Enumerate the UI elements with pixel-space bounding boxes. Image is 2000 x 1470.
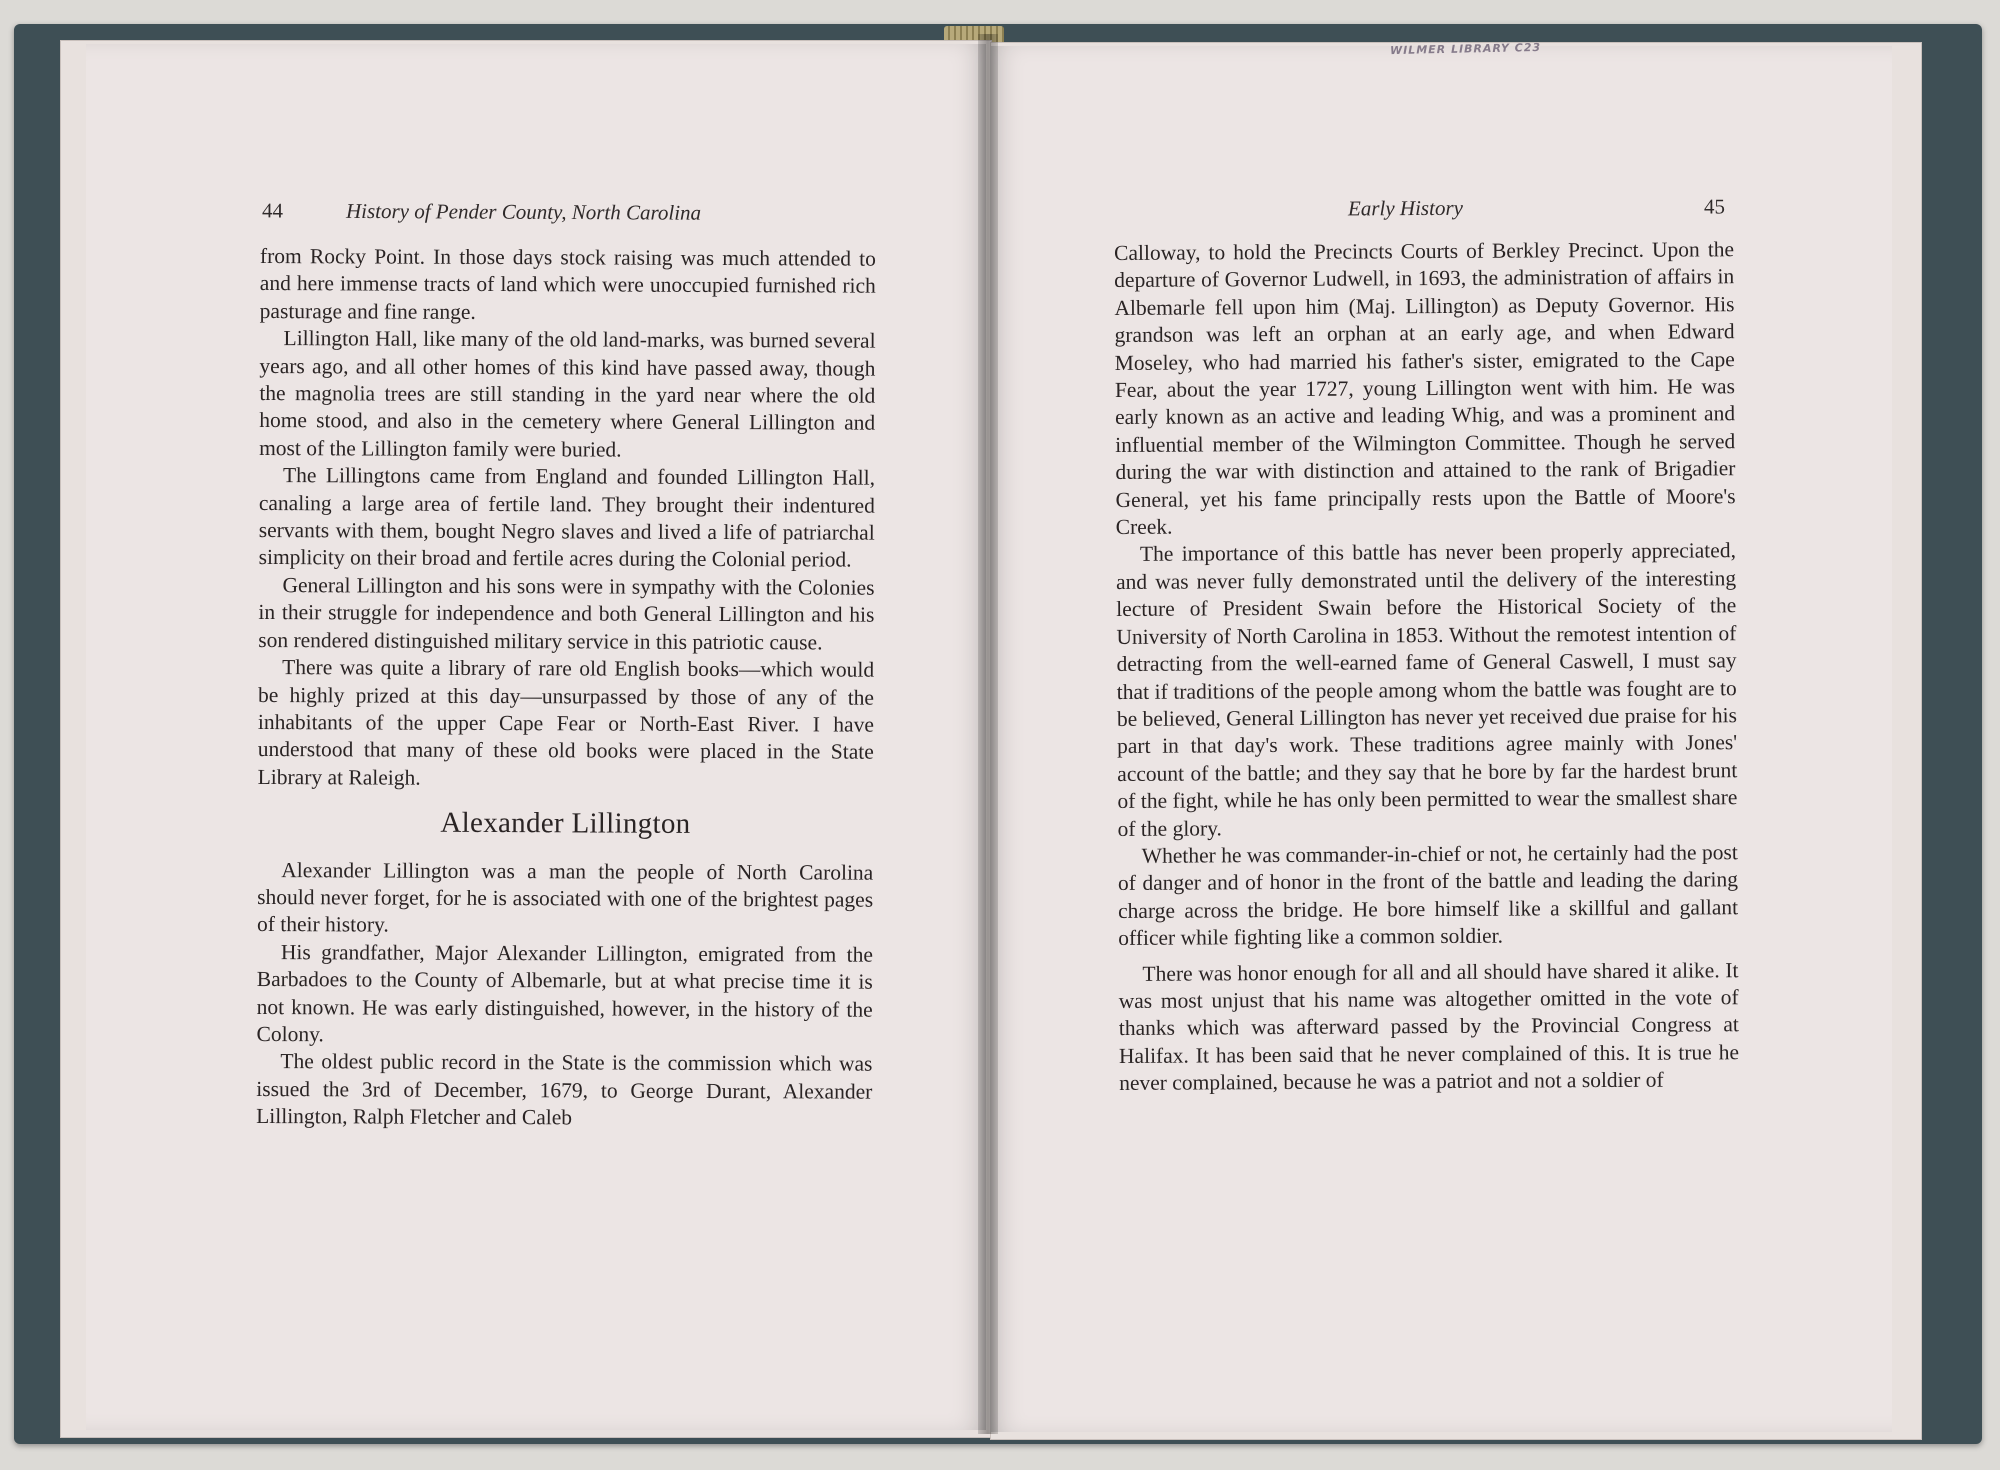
library-stamp: WILMER LIBRARY C23: [1389, 40, 1542, 58]
paragraph: Alexander Lillington was a man the people of North Carolina should never forget, for he is associated with one of the brightest pages of their history.: [256, 857, 874, 937]
right-running-head: [1114, 194, 1734, 225]
paragraph: There was quite a library of rare old English books—which would be highly prized at this day—unsurpassed by those of any of the inhabitants of the upper Cape Fear or North-East River. I have understood that many of these old books were placed in the State Library at Raleigh.: [257, 655, 875, 790]
paragraph: The importance of this battle has never been properly appreciated, and was never fully demonstrated until the delivery of the interesting lecture of President Swain before the Historical Society of the University of North Carolina in 1853. Without the remotest intention of detracting from the well-earned fame of General Caswell, I must say that if traditions of the people among whom the battle was fought are to be believed, General Lillington has never yet received due praise for his part in that day's work. These traditions agree mainly with Jones' account of the battle; and they say that he bore by far the hardest brunt of the fight, while he has only been permitted to wear the smallest share of the glory.: [1116, 538, 1738, 841]
paragraph: Calloway, to hold the Precincts Courts of Berkley Precinct. Upon the departure of Governor Ludwell, in 1693, the administration of affairs in Albemarle fell upon him (Maj. Lillington) as Deputy Governor. His grandson was left an orphan at an early age, and when Edward Moseley, who had married his father's sister, emigrated to the Cape Fear, about the year 1727, young Lillington went with him. He was early known as an active and leading Whig, and was a prominent and influential member of the Wilmington Committee. Though he served during the war with distinction and attained to the rank of Brigadier General, yet his fame principally rests upon the Battle of Moore's Creek.: [1114, 237, 1736, 540]
book-gutter: [978, 34, 998, 1434]
right-page-body: [1114, 236, 1739, 1097]
paragraph: His grandfather, Major Alexander Lillington, emigrated from the Barbadoes to the County of Albemarle, but at what precise time it is not known. He was early distinguished, however, in the history of the Colony.: [256, 939, 873, 1047]
paragraph: Lillington Hall, like many of the old land-marks, was burned several years ago, and all other homes of this kind have passed away, though the magnolia trees are still standing in the yard near where the old home stood, and also in the cemetery where General Lillington and most of the Lillington family were buried.: [259, 326, 876, 462]
paragraph: General Lillington and his sons were in sympathy with the Colonies in their struggle for independence and both General Lillington and his son rendered distinguished military service in this patriotic cause.: [258, 572, 875, 655]
left-page-body: [256, 243, 876, 1133]
left-running-head: [262, 198, 862, 229]
left-running-title: History of Pender County, North Carolina: [345, 198, 702, 225]
paragraph: from Rocky Point. In those days stock raising was much attended to and here immense tracts of land which were unoccupied furnished rich pasturage and fine range.: [259, 243, 876, 324]
right-page-number: 45: [1703, 194, 1726, 219]
paragraph: The Lillingtons came from England and founded Lillington Hall, canaling a large area of fertile land. They brought their indentured servants with them, bought Negro slaves and lived a life of patriarchal simplicity on their broad and fertile acres during the Colonial period.: [258, 463, 876, 573]
paragraph: Whether he was commander-in-chief or not, he certainly had the post of danger and of honor in the front of the battle and leading the daring charge across the bridge. He bore himself like a skillful and gallant officer while fighting like a common soldier.: [1117, 840, 1739, 951]
section-heading: Alexander Lillington: [440, 806, 691, 841]
paragraph: There was honor enough for all and all should have shared it alike. It was most unjust that his name was altogether omitted in the vote of thanks which was afterward passed by the Provincial Congress at Halifax. It has been said that he never complained of this. It is true he never complained, because he was a patriot and not a soldier of: [1118, 957, 1740, 1096]
right-running-title: Early History: [1347, 195, 1463, 221]
left-page-number: 44: [261, 198, 284, 223]
paragraph: The oldest public record in the State is the commission which was issued the 3rd of December, 1679, to George Durant, Alexander Lillington, Ralph Fletcher and Caleb: [256, 1049, 873, 1130]
